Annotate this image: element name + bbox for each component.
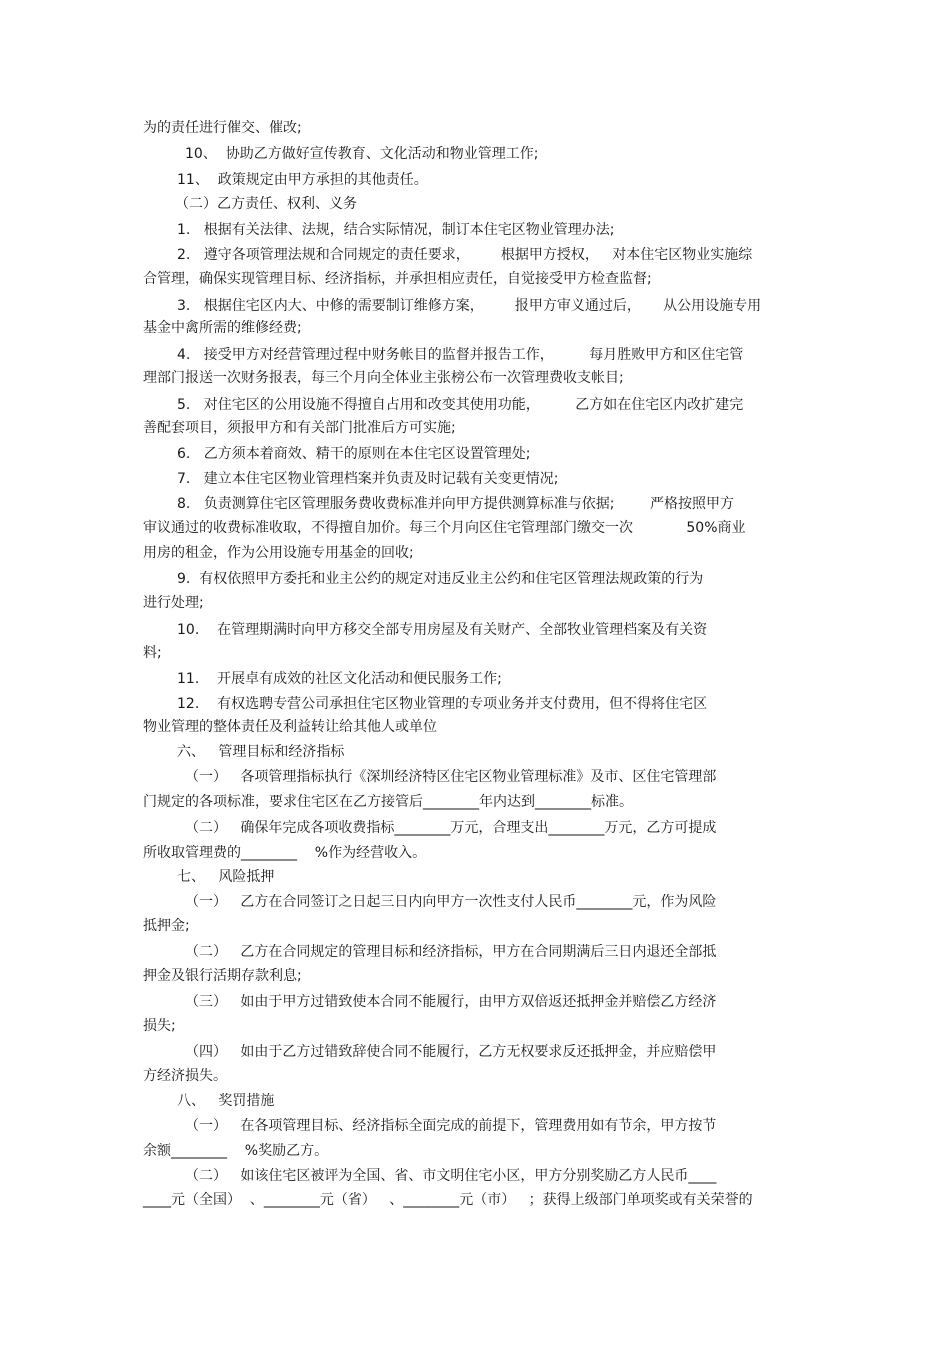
text-line: 基金中禽所需的维修经费; (143, 320, 302, 336)
text-line: 余额________ %奖励乙方。 (143, 1143, 329, 1159)
text-line: 损失; (143, 1018, 176, 1034)
text-line: 进行处理; (143, 595, 204, 611)
text-line: 方经济损失。 (143, 1068, 227, 1084)
text-line: 10、 协助乙方做好宣传教育、文化活动和物业管理工作; (185, 146, 539, 162)
text-line: 合管理，确保实现管理目标、经济指标，并承担相应责任，自觉接受甲方检查监督; (143, 271, 652, 287)
text-line: 11. 开展卓有成效的社区文化活动和便民服务工作; (177, 671, 502, 687)
text-line: 用房的租金，作为公用设施专用基金的回收; (143, 545, 414, 561)
text-line: 6. 乙方须本着商效、精干的原则在本住宅区设置管理处; (177, 446, 531, 462)
section-heading: 八、 奖罚措施 (177, 1093, 275, 1109)
text-line: （三） 如由于甲方过错致使本合同不能履行，由甲方双倍返还抵押金并赔偿乙方经济 (185, 994, 717, 1010)
text-line: 物业管理的整体责任及利益转让给其他人或单位 (143, 719, 437, 735)
text-line: （一） 在各项管理目标、经济指标全面完成的前提下，管理费用如有节余，甲方按节 (185, 1118, 717, 1134)
text-line: 8. 负责测算住宅区管理服务费收费标准并向甲方提供测算标准与依据; 严格按照甲方 (177, 496, 735, 512)
text-line: 理部门报送一次财务报表，每三个月向全体业主张榜公布一次管理费收支帐目; (143, 370, 624, 386)
text-line: ____元（全国） 、________元（省） 、________元（市） ；获得上级部门单项奖或有关荣誉的 (143, 1192, 753, 1208)
text-line: （一） 各项管理指标执行《深圳经济特区住宅区物业管理标准》及市、区住宅管理部 (185, 769, 717, 785)
text-line: （一） 乙方在合同签订之日起三日内向甲方一次性支付人民币________元，作为风险 (185, 894, 717, 910)
text-line: 抵押金; (143, 918, 190, 934)
text-line: 善配套项目，须报甲方和有关部门批准后方可实施; (143, 420, 456, 436)
text-line: 2. 遵守各项管理法规和合同规定的责任要求， 根据甲方授权， 对本住宅区物业实施综 (177, 247, 753, 263)
text-line: 9. 有权依照甲方委托和业主公约的规定对违反业主公约和住宅区管理法规政策的行为 (177, 571, 704, 587)
text-line: （二） 确保年完成各项收费指标________万元，合理支出________万元，乙方可提成 (185, 820, 717, 836)
text-line: 为的责任进行催交、催改; (143, 120, 302, 136)
text-line: 押金及银行活期存款利息; (143, 968, 302, 984)
section-heading: （二）乙方责任、权利、义务 (175, 196, 357, 212)
text-line: 料; (143, 645, 162, 661)
text-line: 7. 建立本住宅区物业管理档案并负责及时记载有关变更情况; (177, 471, 559, 487)
section-heading: 七、 风险抵押 (177, 869, 275, 885)
text-line: 所收取管理费的________ %作为经营收入。 (143, 845, 427, 861)
text-line: （二） 如该住宅区被评为全国、省、市文明住宅小区，甲方分别奖励乙方人民币____ (185, 1168, 717, 1184)
section-heading: 六、 管理目标和经济指标 (177, 744, 345, 760)
text-line: 11、 政策规定由甲方承担的其他责任。 (177, 172, 428, 188)
text-line: 4. 接受甲方对经营管理过程中财务帐目的监督并报告工作， 每月胜败甲方和区住宅管 (177, 347, 744, 363)
text-line: （四） 如由于乙方过错致辞使合同不能履行，乙方无权要求反还抵押金，并应赔偿甲 (185, 1044, 717, 1060)
text-line: 门规定的各项标准，要求住宅区在乙方接管后________年内达到________标准。 (143, 794, 633, 810)
text-line: 3. 根据住宅区内大、中修的需要制订维修方案， 报甲方审义通过后， 从公用设施专用 (177, 298, 762, 314)
text-line: （二） 乙方在合同规定的管理目标和经济指标，甲方在合同期满后三日内退还全部抵 (185, 944, 717, 960)
text-line: 审议通过的收费标准收取，不得擅自加价。每三个月向区住宅管理部门缴交一次 50%商业 (143, 520, 746, 536)
text-line: 10. 在管理期满时向甲方移交全部专用房屋及有关财产、全部牧业管理档案及有关资 (177, 622, 708, 638)
text-line: 5. 对住宅区的公用设施不得擅自占用和改变其使用功能， 乙方如在住宅区内改扩建完 (177, 397, 744, 413)
text-line: 12. 有权选聘专营公司承担住宅区物业管理的专项业务并支付费用，但不得将住宅区 (177, 696, 708, 712)
text-line: 1. 根据有关法律、法规，结合实际情况，制订本住宅区物业管理办法; (177, 222, 615, 238)
